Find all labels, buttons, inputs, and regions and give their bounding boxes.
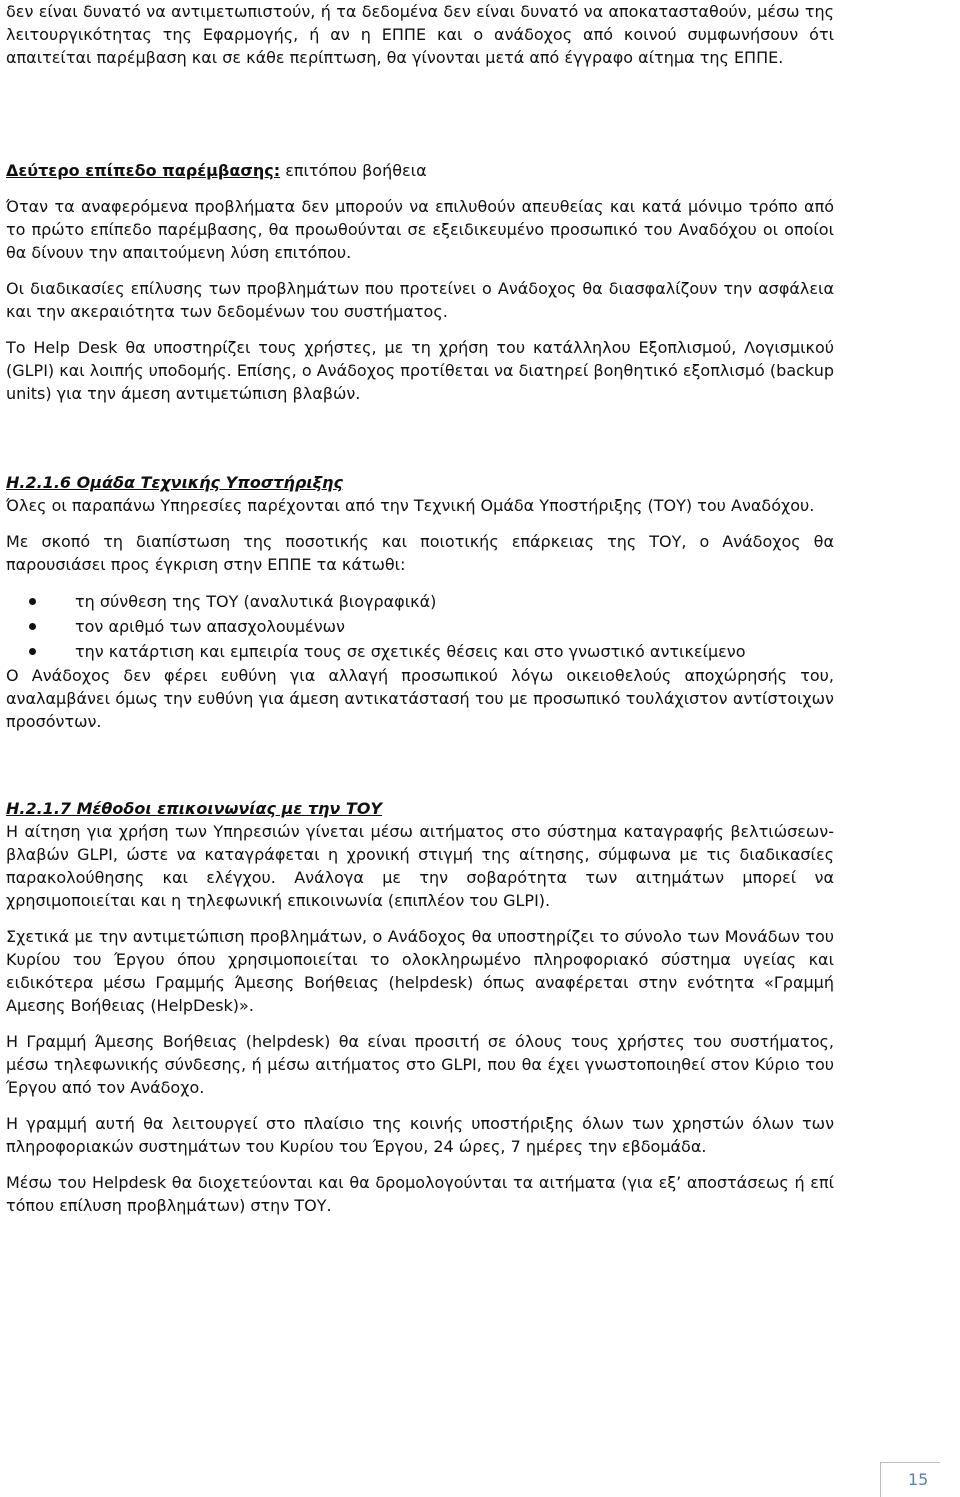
section-6-paragraph-2: Με σκοπό τη διαπίστωση της ποσοτικής και ποιοτικής επάρκειας της ΤΟΥ, ο Ανάδοχος θα παρουσιάσει προς έγκριση στην ΕΠΠΕ τα κάτωθι:	[6, 532, 834, 574]
level2-heading-rest: επιτόπου βοήθεια	[280, 161, 427, 180]
section-6-bullet-list	[6, 589, 834, 664]
section-6-title: Ομάδα Τεχνικής Υποστήριξης	[71, 473, 343, 492]
section-6-paragraph-3: Ο Ανάδοχος δεν φέρει ευθύνη για αλλαγή προσωπικού λόγω οικειοθελούς αποχώρησής του, αναλαμβάνει όμως την ευθύνη για άμεση αντικατάστασή του με προσωπικό τουλάχιστον αντίστοιχων προσόντων.	[6, 666, 834, 731]
list-item: τον αριθμό των απασχολουμένων	[6, 614, 834, 639]
page-number: 15	[908, 1470, 929, 1489]
section-7-paragraph-5: Μέσω του Helpdesk θα διοχετεύονται και θα δρομολογούνται τα αιτήματα (για εξ’ αποστάσεως ή επί τόπου επίλυση προβλημάτων) στην ΤΟΥ.	[6, 1173, 834, 1215]
section-7-heading	[6, 797, 834, 820]
section-7-paragraph-3: Η Γραμμή Άμεσης Βοήθειας (helpdesk) θα είναι προσιτή σε όλους τους χρήστες του συστήματος, μέσω τηλεφωνικής σύνδεσης, ή μέσω αιτήματος στο GLPI, που θα έχει γνωστοποιηθεί στον Κύριο του Έργου από τον Ανάδοχο.	[6, 1032, 834, 1097]
footer-divider-vertical	[880, 1462, 881, 1497]
level2-paragraph-3: Το Help Desk θα υποστηρίζει τους χρήστες, με τη χρήση του κατάλληλου Εξοπλισμού, Λογισμικού (GLPI) και λοιπής υποδομής. Επίσης, ο Ανάδοχος προτίθεται να διατηρεί βοηθητικό εξοπλισμό (backup units) για την άμεση αντιμετώπιση βλαβών.	[6, 338, 834, 403]
section-7-paragraph-1: Η αίτηση για χρήση των Υπηρεσιών γίνεται μέσω αιτήματος στο σύστημα καταγραφής βελτιώσεων-βλαβών GLPI, ώστε να καταγράφεται η χρονική στιγμή της αίτησης, σύμφωνα με τις διαδικασίες παρακολούθησης και ελέγχου. Ανάλογα με την σοβαρότητα των αιτημάτων μπορεί να χρησιμοποιείται και η τηλεφωνική επικοινωνία (επιπλέον του GLPI).	[6, 822, 834, 910]
level2-paragraph-1: Όταν τα αναφερόμενα προβλήματα δεν μπορούν να επιλυθούν απευθείας και κατά μόνιμο τρόπο από το πρώτο επίπεδο παρέμβασης, θα προωθούνται σε εξειδικευμένο προσωπικό του Αναδόχου οι οποίοι θα δίνουν την απαιτούμενη λύση επιτόπου.	[6, 197, 834, 262]
section-7-paragraph-2: Σχετικά με την αντιμετώπιση προβλημάτων, ο Ανάδοχος θα υποστηρίζει το σύνολο των Μονάδων του Κυρίου του Έργου όπου χρησιμοποιείται το ολοκληρωμένο πληροφοριακό σύστημα υγείας και ειδικότερα μέσω Γραμμής Άμεσης Βοήθειας (helpdesk) όπως αναφέρεται στην ενότητα «Γραμμή Αμεσης Βοήθειας (HelpDesk)».	[6, 927, 834, 1015]
intro-paragraph: δεν είναι δυνατό να αντιμετωπιστούν, ή τα δεδομένα δεν είναι δυνατό να αποκατασταθούν, μέσω της λειτουργικότητας της Εφαρμογής, ή αν η ΕΠΠΕ και ο ανάδοχος από κοινού συμφωνήσουν ότι απαιτείται παρέμβαση και σε κάθε περίπτωση, θα γίνονται μετά από έγγραφο αίτημα της ΕΠΠΕ.	[6, 2, 834, 67]
section-7-paragraph-4: Η γραμμή αυτή θα λειτουργεί στο πλαίσιο της κοινής υποστήριξης όλων των χρηστών όλων των πληροφοριακών συστημάτων του Κυρίου του Έργου, 24 ώρες, 7 ημέρες την εβδομάδα.	[6, 1114, 834, 1156]
section-6-heading	[6, 471, 834, 494]
list-item: την κατάρτιση και εμπειρία τους σε σχετικές θέσεις και στο γνωστικό αντικείμενο	[6, 639, 834, 664]
footer-divider	[880, 1462, 940, 1463]
level2-heading-label: Δεύτερο επίπεδο παρέμβασης:	[6, 161, 281, 180]
document-page	[6, 0, 834, 1217]
list-item: τη σύνθεση της ΤΟΥ (αναλυτικά βιογραφικά)	[6, 589, 834, 614]
level2-paragraph-2: Οι διαδικασίες επίλυσης των προβλημάτων που προτείνει ο Ανάδοχος θα διασφαλίζουν την ασφάλεια και την ακεραιότητα των δεδομένων του συστήματος.	[6, 279, 834, 321]
section-7-title: Μέθοδοι επικοινωνίας με την ΤΟΥ	[71, 799, 382, 818]
section-7-number: Η.2.1.7	[6, 799, 72, 818]
section-6-number: Η.2.1.6	[6, 473, 72, 492]
level2-heading	[6, 159, 834, 182]
section-6-paragraph-1: Όλες οι παραπάνω Υπηρεσίες παρέχονται από την Τεχνική Ομάδα Υποστήριξης (ΤΟΥ) του Αναδόχου.	[6, 496, 815, 515]
